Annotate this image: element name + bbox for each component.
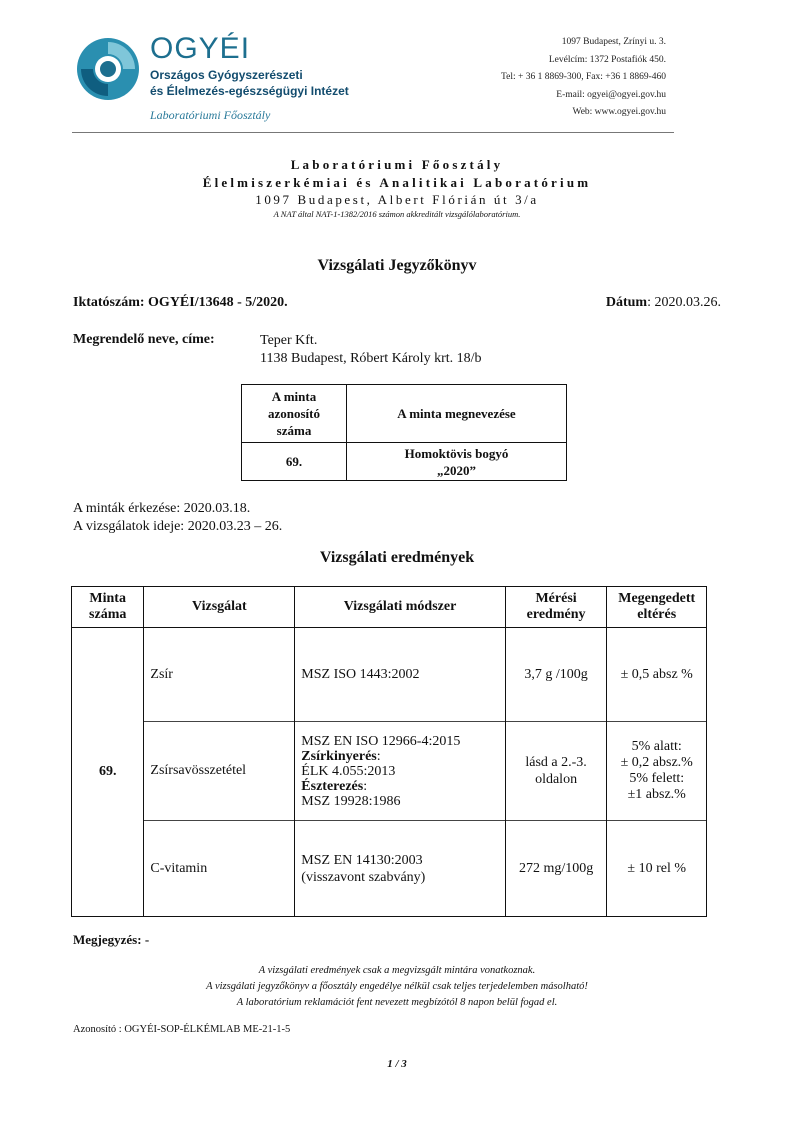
col-sample-no — [72, 587, 144, 628]
results-header-row — [72, 587, 707, 628]
method-extraction — [301, 749, 504, 764]
lab-line-3: 1097 Budapest, Albert Flórián út 3/a — [255, 192, 539, 207]
method-esterification-value: MSZ 19928:1986 — [301, 793, 401, 809]
table-row — [72, 722, 707, 821]
result-cell — [505, 722, 607, 821]
result-cell: 3,7 g /100g — [505, 628, 607, 722]
lab-accreditation: A NAT által NAT-1-1382/2016 számon akkreditált vizsgálólaboratórium. — [273, 209, 521, 219]
client-label: Megrendelő neve, címe: — [73, 332, 215, 347]
sample-id-header-l2: azonosító — [268, 406, 320, 421]
lab-line-2: Élelmiszerkémiai és Analitikai Laboratórium — [202, 175, 592, 190]
document-date — [606, 295, 721, 311]
col-sample-no-l1: Minta — [89, 591, 126, 606]
method-extraction-colon: : — [376, 748, 381, 764]
ogyei-logo-icon — [75, 36, 141, 102]
result-cell: 272 mg/100g — [505, 821, 607, 917]
method-line2: (visszavont szabvány) — [301, 869, 426, 885]
tolerance-line2: ± 0,2 absz.% — [620, 755, 693, 770]
client-address: 1138 Budapest, Róbert Károly krt. 18/b — [260, 351, 482, 366]
logo-wordmark: OGYÉI — [150, 32, 251, 65]
org-name-line1: Országos Gyógyszerészeti — [150, 68, 303, 82]
contact-email[interactable]: E-mail: ogyei@ogyei.gov.hu — [556, 89, 666, 100]
method-esterification-colon: : — [363, 778, 368, 794]
contact-block — [501, 34, 666, 122]
date-value: : 2020.03.26. — [647, 295, 721, 310]
method-main: MSZ EN ISO 12966-4:2015 — [301, 733, 461, 749]
document-identifier: Azonosító : OGYÉI-SOP-ÉLKÉMLAB ME-21-1-5 — [73, 1024, 291, 1035]
results-table — [71, 586, 707, 917]
lab-line-1: Laboratóriumi Főosztály — [290, 157, 504, 172]
method-line1: MSZ EN 14130:2003 — [301, 852, 423, 868]
footer-note-2: A vizsgálati jegyzőkönyv a főosztály engedélye nélkül csak teljes terjedelemben másolható! — [206, 981, 588, 992]
footer-note-1: A vizsgálati eredmények csak a megvizsgált mintára vonatkoznak. — [258, 965, 536, 976]
test-name: Zsír — [144, 628, 295, 722]
sample-id-cell: 69. — [242, 443, 347, 481]
col-tolerance-l2: eltérés — [637, 607, 677, 622]
page-number: 1 / 3 — [387, 1058, 407, 1070]
test-period: A vizsgálatok ideje: 2020.03.23 – 26. — [73, 519, 283, 534]
client-info — [260, 332, 482, 368]
sample-no-cell: 69. — [72, 628, 144, 917]
results-title: Vizsgálati eredmények — [319, 549, 475, 566]
tolerance-cell — [607, 722, 707, 821]
client-name: Teper Kft. — [260, 333, 318, 348]
method-cell — [295, 722, 505, 821]
tolerance-line4: ±1 absz.% — [627, 787, 686, 802]
sample-name-year: „2020” — [437, 462, 476, 478]
contact-postal: Levélcím: 1372 Postafiók 450. — [548, 54, 666, 65]
test-name: C-vitamin — [144, 821, 295, 917]
method-extraction-label: Zsírkinyerés — [301, 748, 377, 764]
sample-name: Homoktövis bogyó — [404, 445, 509, 461]
department-tagline: Laboratóriumi Főosztály — [150, 108, 271, 122]
sample-dates — [73, 500, 282, 536]
method-esterification-label: Észterezés — [301, 778, 364, 794]
test-name: Zsírsavösszetétel — [144, 722, 295, 821]
col-test: Vizsgálat — [144, 587, 295, 628]
header-divider — [72, 132, 674, 133]
sample-table — [241, 384, 567, 481]
sample-name-header: A minta megnevezése — [347, 385, 567, 443]
method-cell — [295, 821, 505, 917]
date-label: Dátum — [605, 295, 648, 310]
document-title: Vizsgálati Jegyzőkönyv — [317, 257, 477, 274]
col-tolerance-l1: Megengedett — [618, 591, 696, 606]
col-tolerance — [607, 587, 707, 628]
footer-notes — [0, 963, 794, 1011]
org-name-line2: és Élelmezés-egészségügyi Intézet — [150, 84, 349, 98]
arrival-date: A minták érkezése: 2020.03.18. — [73, 501, 251, 516]
method-extraction-value: ÉLK 4.055:2013 — [301, 763, 396, 779]
col-sample-no-l2: száma — [89, 607, 127, 622]
col-method: Vizsgálati módszer — [295, 587, 505, 628]
table-row — [72, 628, 707, 722]
sample-id-header-l3: száma — [276, 423, 312, 438]
remarks: Megjegyzés: - — [73, 932, 150, 947]
col-result-l1: Mérési — [535, 591, 577, 606]
sample-name-cell — [347, 443, 567, 481]
method-esterification — [301, 779, 504, 794]
tolerance-cell: ± 0,5 absz % — [607, 628, 707, 722]
method-cell: MSZ ISO 1443:2002 — [295, 628, 505, 722]
col-result — [505, 587, 607, 628]
tolerance-line3: 5% felett: — [629, 771, 685, 786]
result-line2: oldalon — [535, 772, 578, 787]
contact-address: 1097 Budapest, Zrínyi u. 3. — [561, 37, 666, 47]
footer-note-3: A laboratórium reklamációt fent nevezett megbízótól 8 napon belül fogad el. — [236, 997, 558, 1008]
result-line1: lásd a 2.-3. — [525, 755, 587, 770]
contact-web[interactable]: Web: www.ogyei.gov.hu — [572, 107, 666, 117]
sample-id-header-l1: A minta — [271, 389, 317, 404]
col-result-l2: eredmény — [526, 607, 586, 622]
lab-info-block — [0, 155, 794, 220]
table-row — [72, 821, 707, 917]
tolerance-cell: ± 10 rel % — [607, 821, 707, 917]
registry-number: Iktatószám: OGYÉI/13648 - 5/2020. — [73, 295, 288, 310]
tolerance-line1: 5% alatt: — [631, 739, 682, 754]
contact-phone: Tel: + 36 1 8869-300, Fax: +36 1 8869-460 — [501, 72, 666, 82]
sample-id-header — [242, 385, 347, 443]
